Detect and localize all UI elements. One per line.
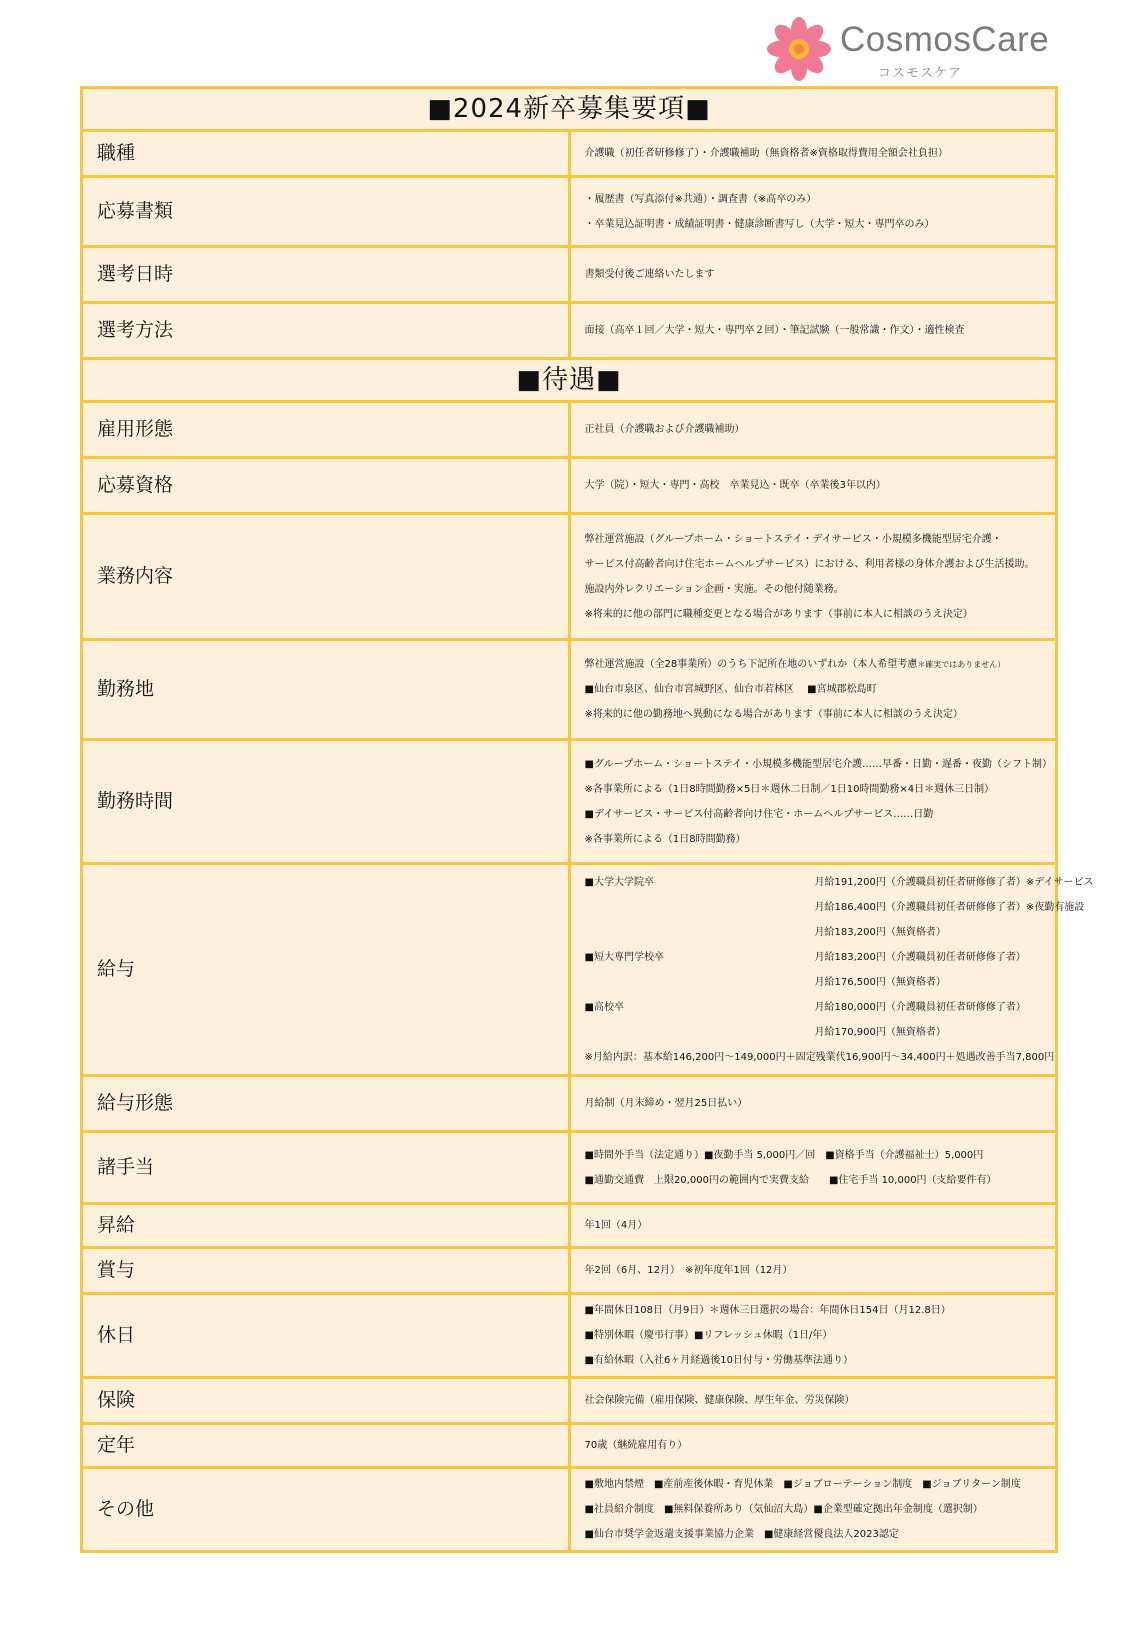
salary-value: 月給191,200円（介護職員初任者研修修了者）※デイサービス bbox=[814, 876, 1094, 888]
row-hours bbox=[82, 740, 1057, 864]
salary-line bbox=[585, 920, 1052, 945]
row-content bbox=[569, 864, 1094, 1076]
content-line: ■通勤交通費 上限20,000円の範囲内で実費支給 ■住宅手当 10,000円（支給要件有） bbox=[584, 1174, 997, 1186]
content-line: ■時間外手当（法定通り）■夜勤手当 5,000円／回 ■資格手当（介護福祉士）5,000円 bbox=[584, 1149, 984, 1161]
row-content bbox=[569, 247, 1057, 303]
content-line: 年2回（6月、12月） ※初年度年1回（12月） bbox=[584, 1265, 793, 1276]
content-line: 月給制（月末締め・翌月25日払い） bbox=[584, 1098, 748, 1109]
row-label: 諸手当 bbox=[82, 1132, 570, 1204]
row-content bbox=[569, 131, 1057, 177]
salary-value: 月給186,400円（介護職員初任者研修修了者）※夜勤有施設 bbox=[814, 901, 1085, 913]
salary-value: 月給183,200円（無資格者） bbox=[814, 926, 946, 938]
row-label: 定年 bbox=[82, 1424, 570, 1468]
salary-line bbox=[585, 970, 1052, 995]
row-docs bbox=[82, 177, 1057, 247]
row-content bbox=[569, 177, 1057, 247]
row-salary bbox=[82, 864, 1057, 1076]
row-selection-date bbox=[82, 247, 1057, 303]
salary-category bbox=[585, 895, 815, 920]
salary-breakdown-note: ※月給内訳：基本給146,200円～149,000円＋固定残業代16,900円～34,400円＋処遇改善手当7,800円 bbox=[584, 1051, 1055, 1063]
salary-line bbox=[585, 895, 1085, 920]
location-main-text: 弊社運営施設（全28事業所）のうち下記所在地のいずれか（本人希望考慮 bbox=[584, 659, 918, 670]
company-logo bbox=[766, 14, 1066, 88]
salary-line bbox=[585, 1020, 1052, 1045]
row-allowance bbox=[82, 1132, 1057, 1204]
content-line: 社会保険完備（雇用保険、健康保険、厚生年金、労災保険） bbox=[584, 1395, 855, 1406]
row-content bbox=[569, 1424, 1057, 1468]
salary-category: ■大学大学院卒 bbox=[584, 876, 654, 888]
salary-category bbox=[585, 1020, 815, 1045]
row-content bbox=[569, 1132, 1057, 1204]
row-label: 保険 bbox=[82, 1378, 570, 1424]
row-label: 勤務地 bbox=[82, 640, 570, 740]
row-label: 休日 bbox=[82, 1294, 570, 1378]
row-employment bbox=[82, 402, 1057, 458]
row-label: 応募書類 bbox=[82, 177, 570, 247]
row-location bbox=[82, 640, 1057, 740]
salary-value: 月給180,000円（介護職員初任者研修修了者） bbox=[814, 1001, 1026, 1013]
row-raise bbox=[82, 1204, 1057, 1248]
salary-line bbox=[585, 945, 1052, 970]
row-content bbox=[569, 740, 1057, 864]
section-header-recruit bbox=[82, 88, 1057, 131]
row-label: 業務内容 bbox=[82, 514, 570, 640]
content-line: 大学（院）・短大・専門・高校 卒業見込・既卒（卒業後3年以内） bbox=[584, 480, 886, 491]
section-title: ■2024新卒募集要項■ bbox=[82, 88, 1057, 131]
section-title: ■待遇■ bbox=[82, 359, 1057, 402]
row-job bbox=[82, 131, 1057, 177]
logo-name: CosmosCare bbox=[840, 20, 1050, 59]
salary-category: ■短大専門学校卒 bbox=[584, 951, 664, 963]
content-line: ・履歴書（写真添付※共通）・調査書（※高卒のみ） bbox=[584, 193, 817, 205]
salary-line bbox=[585, 995, 1052, 1020]
content-line: ■デイサービス・サービス付高齢者向け住宅・ホームヘルプサービス……日勤 bbox=[584, 808, 934, 820]
content-line: ■特別休暇（慶弔行事）■リフレッシュ休暇（1日/年） bbox=[584, 1330, 833, 1341]
salary-value: 月給183,200円（介護職員初任者研修修了者） bbox=[814, 951, 1026, 963]
row-label: 職種 bbox=[82, 131, 570, 177]
content-line: 介護職（初任者研修修了）・介護職補助（無資格者※資格取得費用全額会社負担） bbox=[584, 148, 948, 159]
content-line: ※将来的に他の勤務地へ異動になる場合があります（事前に本人に相談のうえ決定） bbox=[584, 709, 963, 720]
row-other bbox=[82, 1468, 1057, 1552]
row-label: 賞与 bbox=[82, 1248, 570, 1294]
row-duties bbox=[82, 514, 1057, 640]
salary-category: ■高校卒 bbox=[584, 1001, 624, 1013]
content-line: サービス付高齢者向け住宅ホームヘルプサービス）における、利用者様の身体介護および生活援助。 bbox=[584, 558, 1035, 570]
row-label: その他 bbox=[82, 1468, 570, 1552]
row-retirement bbox=[82, 1424, 1057, 1468]
section-header-treatment bbox=[82, 359, 1057, 402]
salary-value: 月給170,900円（無資格者） bbox=[814, 1026, 946, 1038]
salary-category bbox=[585, 920, 815, 945]
row-label: 給与 bbox=[82, 864, 570, 1076]
content-line: ■グループホーム・ショートステイ・小規模多機能型居宅介護……早番・日勤・遅番・夜勤（シフト制） bbox=[584, 758, 1052, 770]
row-pay-form bbox=[82, 1076, 1057, 1132]
row-label: 給与形態 bbox=[82, 1076, 570, 1132]
row-content bbox=[569, 1248, 1057, 1294]
row-holiday bbox=[82, 1294, 1057, 1378]
content-line: 年1回（4月） bbox=[584, 1220, 648, 1231]
content-line: ■敷地内禁煙 ■産前産後休暇・育児休業 ■ジョブローテーション制度 ■ジョブリターン制度 bbox=[584, 1479, 1021, 1490]
content-line bbox=[585, 652, 1052, 677]
content-line: ■仙台市奨学金返還支援事業協力企業 ■健康経営優良法人2023認定 bbox=[584, 1529, 899, 1540]
content-line: ※各事業所による（1日8時間勤務×5日＊週休二日制／1日10時間勤務×4日＊週休三日制） bbox=[584, 783, 995, 795]
row-content bbox=[569, 458, 1057, 514]
row-label: 雇用形態 bbox=[82, 402, 570, 458]
row-content bbox=[569, 1076, 1057, 1132]
content-line: ■有給休暇（入社6ヶ月経過後10日付与・労働基準法通り） bbox=[584, 1355, 854, 1366]
row-selection-method bbox=[82, 303, 1057, 359]
content-line: ■仙台市泉区、仙台市宮城野区、仙台市若林区 ■宮城郡松島町 bbox=[584, 684, 877, 695]
content-line: 書類受付後ご連絡いたします bbox=[584, 269, 715, 280]
content-line: 弊社運営施設（グループホーム・ショートステイ・デイサービス・小規模多機能型居宅介護・ bbox=[584, 533, 1002, 545]
salary-line bbox=[584, 870, 1094, 895]
content-line: ※各事業所による（1日8時間勤務） bbox=[584, 833, 746, 845]
row-insurance bbox=[82, 1378, 1057, 1424]
row-content bbox=[569, 402, 1057, 458]
row-content bbox=[569, 640, 1057, 740]
location-note-text: ＊確実ではありません） bbox=[917, 660, 1006, 669]
recruitment-table bbox=[80, 86, 1094, 1553]
row-content bbox=[569, 1294, 1057, 1378]
row-content bbox=[569, 514, 1057, 640]
row-content bbox=[569, 1204, 1057, 1248]
content-line: ■社員紹介制度 ■無料保養所あり（気仙沼大島）■企業型確定拠出年金制度（選択制） bbox=[584, 1504, 983, 1515]
content-line: ・卒業見込証明書・成績証明書・健康診断書写し（大学・短大・専門卒のみ） bbox=[584, 218, 935, 230]
row-label: 昇給 bbox=[82, 1204, 570, 1248]
row-content bbox=[569, 303, 1057, 359]
salary-value: 月給176,500円（無資格者） bbox=[814, 976, 946, 988]
row-label: 選考方法 bbox=[82, 303, 570, 359]
row-bonus bbox=[82, 1248, 1057, 1294]
content-line: 正社員（介護職および介護職補助） bbox=[584, 424, 745, 435]
row-label: 応募資格 bbox=[82, 458, 570, 514]
content-line: 70歳（継続雇用有り） bbox=[584, 1440, 688, 1451]
content-line: ■年間休日108日（月9日）＊週休三日選択の場合：年間休日154日（月12.8日） bbox=[584, 1305, 951, 1316]
content-line: 施設内外レクリエーション企画・実施。その他付随業務。 bbox=[584, 583, 844, 595]
row-label: 選考日時 bbox=[82, 247, 570, 303]
row-qualification bbox=[82, 458, 1057, 514]
logo-kana: コスモスケア bbox=[878, 66, 963, 81]
salary-category bbox=[585, 970, 815, 995]
row-content bbox=[569, 1378, 1057, 1424]
row-content bbox=[569, 1468, 1057, 1552]
cosmos-flower-icon bbox=[766, 16, 832, 82]
content-line: 面接（高卒１回／大学・短大・専門卒２回）・筆記試験（一般常識・作文）・適性検査 bbox=[584, 325, 965, 336]
content-line: ※将来的に他の部門に職種変更となる場合があります（事前に本人に相談のうえ決定） bbox=[584, 608, 973, 620]
row-label: 勤務時間 bbox=[82, 740, 570, 864]
